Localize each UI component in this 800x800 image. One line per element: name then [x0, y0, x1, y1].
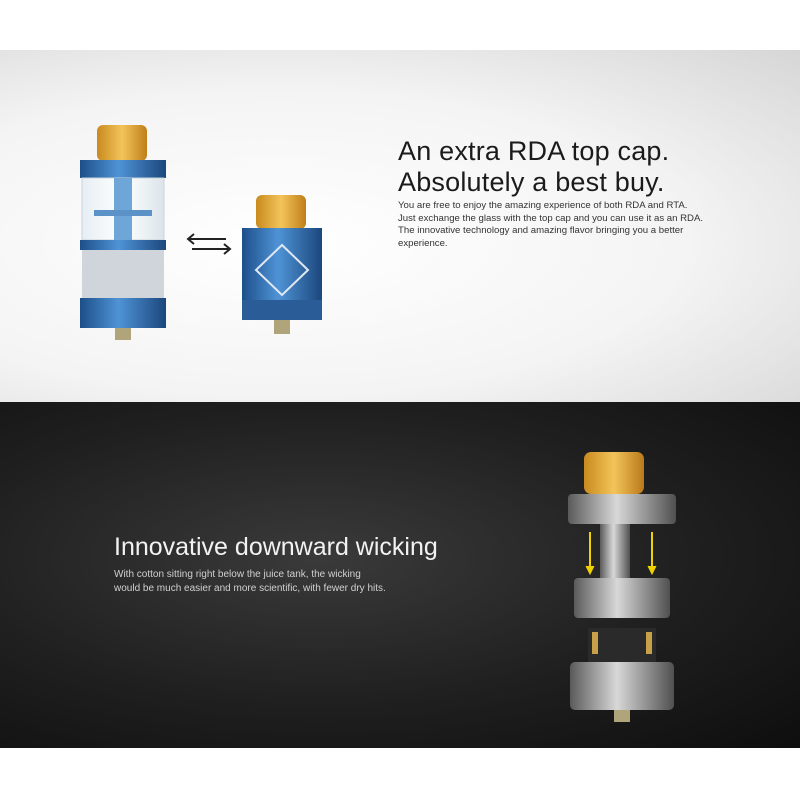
wicking-description [114, 568, 386, 596]
description-line: would be much easier and more scientific, with fewer dry hits. [114, 583, 386, 594]
rda-cap-image [238, 190, 328, 350]
description-line: The innovative technology and amazing flavor bringing you a better [398, 225, 684, 236]
headline-line1: An extra RDA top cap. [398, 136, 670, 166]
exploded-tank-image [562, 450, 682, 748]
description-line: experience. [398, 237, 448, 249]
description-line: Just exchange the glass with the top cap and you can use it as an RDA. [398, 212, 704, 224]
wicking-banner [0, 402, 800, 748]
wicking-headline: Innovative downward wicking [114, 533, 438, 561]
rda-description [398, 200, 778, 250]
rda-rta-banner [0, 50, 800, 402]
description-line: With cotton sitting right below the juice tank, the wicking [114, 569, 361, 580]
rta-tank-image [70, 120, 180, 350]
double-arrow-icon [186, 233, 232, 255]
headline-line2: Absolutely a best buy. [398, 167, 665, 197]
description-line: You are free to enjoy the amazing experience of both RDA and RTA. [398, 200, 688, 211]
